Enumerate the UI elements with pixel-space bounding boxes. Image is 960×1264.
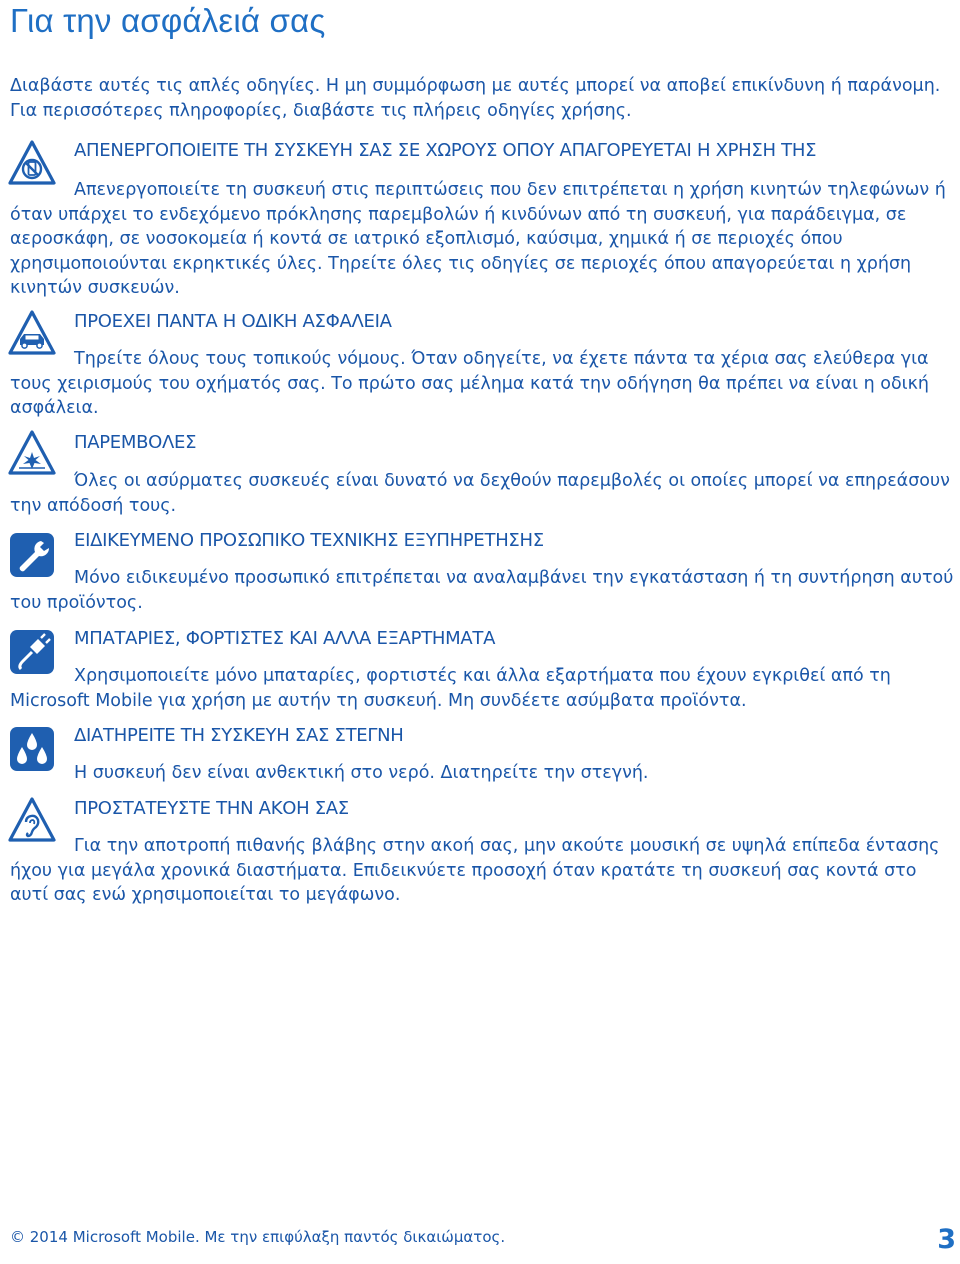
- copyright-footer: © 2014 Microsoft Mobile. Με την επιφύλαξη παντός δικαιώματος.: [10, 1228, 506, 1246]
- section-text: Μόνο ειδικευμένο προσωπικό επιτρέπεται να αναλαμβάνει την εγκατάσταση ή τη συντήρηση αυτού του προϊόντος.: [10, 568, 954, 613]
- section-text: Τηρείτε όλους τους τοπικούς νόμους. Όταν οδηγείτε, να έχετε πάντα τα χέρια σας ελεύθερα για τους χειρισμούς του οχήματός σας. Το πρώτο σας μέλημα κατά την οδήγηση θα πρέπει να είναι η οδική ασφάλεια.: [10, 349, 929, 418]
- section-heading: ΠΑΡΕΜΒΟΛΕΣ: [74, 432, 197, 453]
- section-text: Χρησιμοποιείτε μόνο μπαταρίες, φορτιστές και άλλα εξαρτήματα που έχουν εγκριθεί από τη Microsoft Mobile για χρήση με αυτήν τη συσκευή. Μη συνδέετε ασύμβατα προϊόντα.: [10, 666, 891, 711]
- section-text: Για την αποτροπή πιθανής βλάβης στην ακοή σας, μην ακούτε μουσική σε υψηλά επίπεδα έντασης ήχου για μεγάλα χρονικά διαστήματα. Επιδεικνύετε προσοχή όταν κρατάτε τη συσκευή σας κοντά στο αυτί σας ενώ χρησιμοποιείται το μεγάφωνο.: [10, 836, 940, 905]
- page-title: Για την ασφάλειά σας: [10, 2, 326, 39]
- section-heading: ΔΙΑΤΗΡΕΙΤΕ ΤΗ ΣΥΣΚΕΥΗ ΣΑΣ ΣΤΕΓΝΗ: [74, 725, 404, 746]
- section-heading: ΕΙΔΙΚΕΥΜΕΝΟ ΠΡΟΣΩΠΙΚΟ ΤΕΧΝΙΚΗΣ ΕΞΥΠΗΡΕΤΗΣΗΣ: [74, 530, 544, 551]
- intro-text: Διαβάστε αυτές τις απλές οδηγίες. Η μη συμμόρφωση με αυτές μπορεί να αποβεί επικίνδυνη ή παράνομη. Για περισσότερες πληροφορίες, διαβάστε τις πλήρεις οδηγίες χρήσης.: [10, 76, 941, 121]
- section-heading: ΠΡΟΣΤΑΤΕΥΣΤΕ ΤΗΝ ΑΚΟΗ ΣΑΣ: [74, 798, 349, 819]
- page-number: 3: [937, 1224, 956, 1255]
- section-heading: ΑΠΕΝΕΡΓΟΠΟΙΕΙΤΕ ΤΗ ΣΥΣΚΕΥΗ ΣΑΣ ΣΕ ΧΩΡΟΥΣ ΟΠΟΥ ΑΠΑΓΟΡΕΥΕΤΑΙ Η ΧΡΗΣΗ ΤΗΣ: [74, 140, 817, 161]
- section-text: Η συσκευή δεν είναι ανθεκτική στο νερό. Διατηρείτε την στεγνή.: [74, 763, 649, 783]
- section-heading: ΜΠΑΤΑΡΙΕΣ, ΦΟΡΤΙΣΤΕΣ ΚΑΙ ΑΛΛΑ ΕΞΑΡΤΗΜΑΤΑ: [74, 628, 496, 649]
- section-text: Απενεργοποιείτε τη συσκευή στις περιπτώσεις που δεν επιτρέπεται η χρήση κινητών τηλεφώνων ή όταν υπάρχει το ενδεχόμενο πρόκλησης παρεμβολών ή κινδύνων από τη συσκευή, για παράδειγμα, σε αεροσκάφη, σε νοσοκομεία ή κοντά σε ιατρικό εξοπλισμό, καύσιμα, χημικά ή σε περιοχές όπου χρησιμοποιούνται εκρηκτικές ύλες. Τηρείτε όλες τις οδηγίες σε περιοχές όπου απαγορεύεται η χρήση κινητών συσκευών.: [10, 180, 946, 298]
- section-text: Όλες οι ασύρματες συσκευές είναι δυνατό να δεχθούν παρεμβολές οι οποίες μπορεί να επηρεάσουν την απόδοσή τους.: [10, 471, 950, 516]
- section-heading: ΠΡΟΕΧΕΙ ΠΑΝΤΑ Η ΟΔΙΚΗ ΑΣΦΑΛΕΙΑ: [74, 311, 392, 332]
